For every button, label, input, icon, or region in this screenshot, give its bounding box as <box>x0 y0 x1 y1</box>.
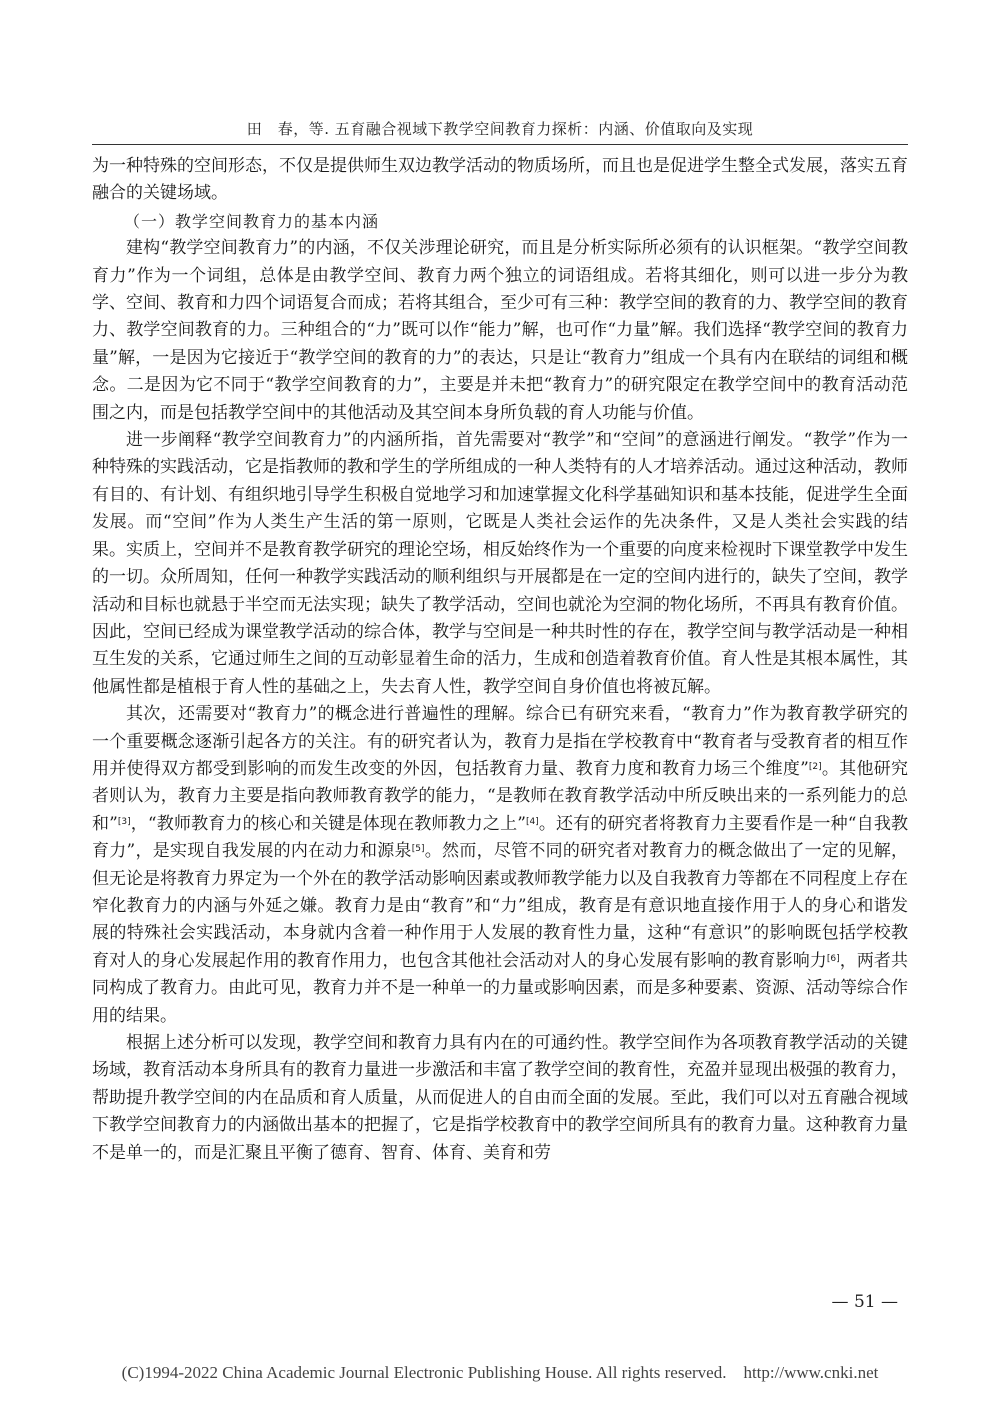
section-heading: （一）教学空间教育力的基本内涵 <box>124 211 380 231</box>
citation-ref-6: [6] <box>826 953 840 964</box>
text-segment: 。然而，尽管不同的研究者对教育力的概念做出了一定的见解，但无论是将教育力界定为一个外在的教学活动影响因素或教师教学能力以及自我教育力等都在不同程度上存在窄化教育力的内涵与外延之嫌。教育力是由“教育”和“力”组成，教育是有意识地直接作用于人的身心和谐发展的特殊社会实践活动，本身就内含着一种作用于人发展的教育性力量，这种“有意识”的影响既包括学校教育对人的身心发展起作用的教育作用力，也包含其他社会活动对人的身心发展有影响的教育影响力 <box>92 841 908 971</box>
text-segment: ，两者共同构成了教育力。由此可见，教育力并不是一种单一的力量或影响因素，而是多种要素、资源、活动等综合作用的结果。 <box>92 950 909 1026</box>
paragraph-4: 根据上述分析可以发现，教学空间和教育力具有内在的可通约性。教学空间作为各项教育教学活动的关键场域，教育活动本身所具有的教育力量进一步激活和丰富了教学空间的教育性，充盈并显现出极强的教育力，帮助提升教学空间的内在品质和育人质量，从而促进人的自由而全面的发展。至此，我们可以对五育融合视域下教学空间教育力的内涵做出基本的把握了，它是指学校教育中的教学空间所具有的教育力量。这种教育力量不是单一的，而是汇聚且平衡了德育、智育、体育、美育和劳 <box>92 1033 908 1163</box>
paragraph-continuation: 为一种特殊的空间形态，不仅是提供师生双边教学活动的物质场所，而且也是促进学生整全式发展，落实五育融合的关键场域。 <box>92 156 908 204</box>
header-rule <box>92 144 908 145</box>
text-segment: 。还有的研究者将教育力主要看作是一种“自我教育力”，是实现自我发展的内在动力和源泉 <box>92 813 908 862</box>
text-segment: ，“教师教育力的核心和关键是体现在教师教力之上” <box>130 813 526 834</box>
citation-ref-2: [2] <box>808 761 822 772</box>
citation-ref-4: [4] <box>525 816 539 827</box>
page-number: — 51 — <box>831 1292 898 1312</box>
text-segment: 。其他研究者则认为，教育力主要是指向教师教育教学的能力，“是教师在教育教学活动中所反映出来的一系列能力的总和” <box>92 758 908 834</box>
citation-ref-3: [3] <box>117 816 131 827</box>
paragraph-3 <box>92 701 908 1030</box>
citation-ref-5: [5] <box>411 844 425 855</box>
paragraph-1: 建构“教学空间教育力”的内涵，不仅关涉理论研究，而且是分析实际所必须有的认识框架。“教学空间教育力”作为一个词组，总体是由教学空间、教育力两个独立的词语组成。若将其细化，则可以进一步分为教学、空间、教育和力四个词语复合而成；若将其组合，至少可有三种：教学空间的教育的力、教学空间的教育力、教学空间教育的力。三种组合的“力”既可以作“能力”解，也可作“力量”解。我们选择“教学空间的教育力量”解，一是因为它接近于“教学空间的教育的力”的表达，只是让“教育力”组成一个具有内在联结的词组和概念。二是因为它不同于“教学空间教育的力”，主要是并未把“教育力”的研究限定在教学空间中的教育活动范围之内，而是包括教学空间中的其他活动及其空间本身所负载的育人功能与价值。 <box>92 238 908 423</box>
running-header: 田 春，等. 五育融合视域下教学空间教育力探析：内涵、价值取向及实现 <box>246 120 754 138</box>
article-body <box>92 153 908 1167</box>
copyright-notice: (C)1994-2022 China Academic Journal Electronic Publishing House. All rights reserved. http://www.cnki.net <box>121 1363 879 1382</box>
paragraph-2: 进一步阐释“教学空间教育力”的内涵所指，首先需要对“教学”和“空间”的意涵进行阐发。“教学”作为一种特殊的实践活动，它是指教师的教和学生的学所组成的一种人类特有的人才培养活动。通过这种活动，教师有目的、有计划、有组织地引导学生积极自觉地学习和加速掌握文化科学基础知识和基本技能，促进学生全面发展。而“空间”作为人类生产生活的第一原则，它既是人类社会运作的先决条件，又是人类社会实践的结果。实质上，空间并不是教育教学研究的理论空场，相反始终作为一个重要的向度来检视时下课堂教学中发生的一切。众所周知，任何一种教学实践活动的顺利组织与开展都是在一定的空间内进行的，缺失了空间，教学活动和目标也就悬于半空而无法实现；缺失了教学活动，空间也就沦为空洞的物化场所，不再具有教育价值。因此，空间已经成为课堂教学活动的综合体，教学与空间是一种共时性的存在，教学空间与教学活动是一种相互生发的关系，它通过师生之间的互动彰显着生命的活力，生成和创造着教育价值。育人性是其根本属性，其他属性都是植根于育人性的基础之上，失去育人性，教学空间自身价值也将被瓦解。 <box>92 430 908 697</box>
text-segment: 其次，还需要对“教育力”的概念进行普遍性的理解。综合已有研究来看，“教育力”作为教育教学研究的一个重要概念逐渐引起各方的关注。有的研究者认为，教育力是指在学校教育中“教育者与受教育者的相互作用并使得双方都受到影响的而发生改变的外因，包括教育力量、教育力度和教育力场三个维度” <box>92 704 908 779</box>
